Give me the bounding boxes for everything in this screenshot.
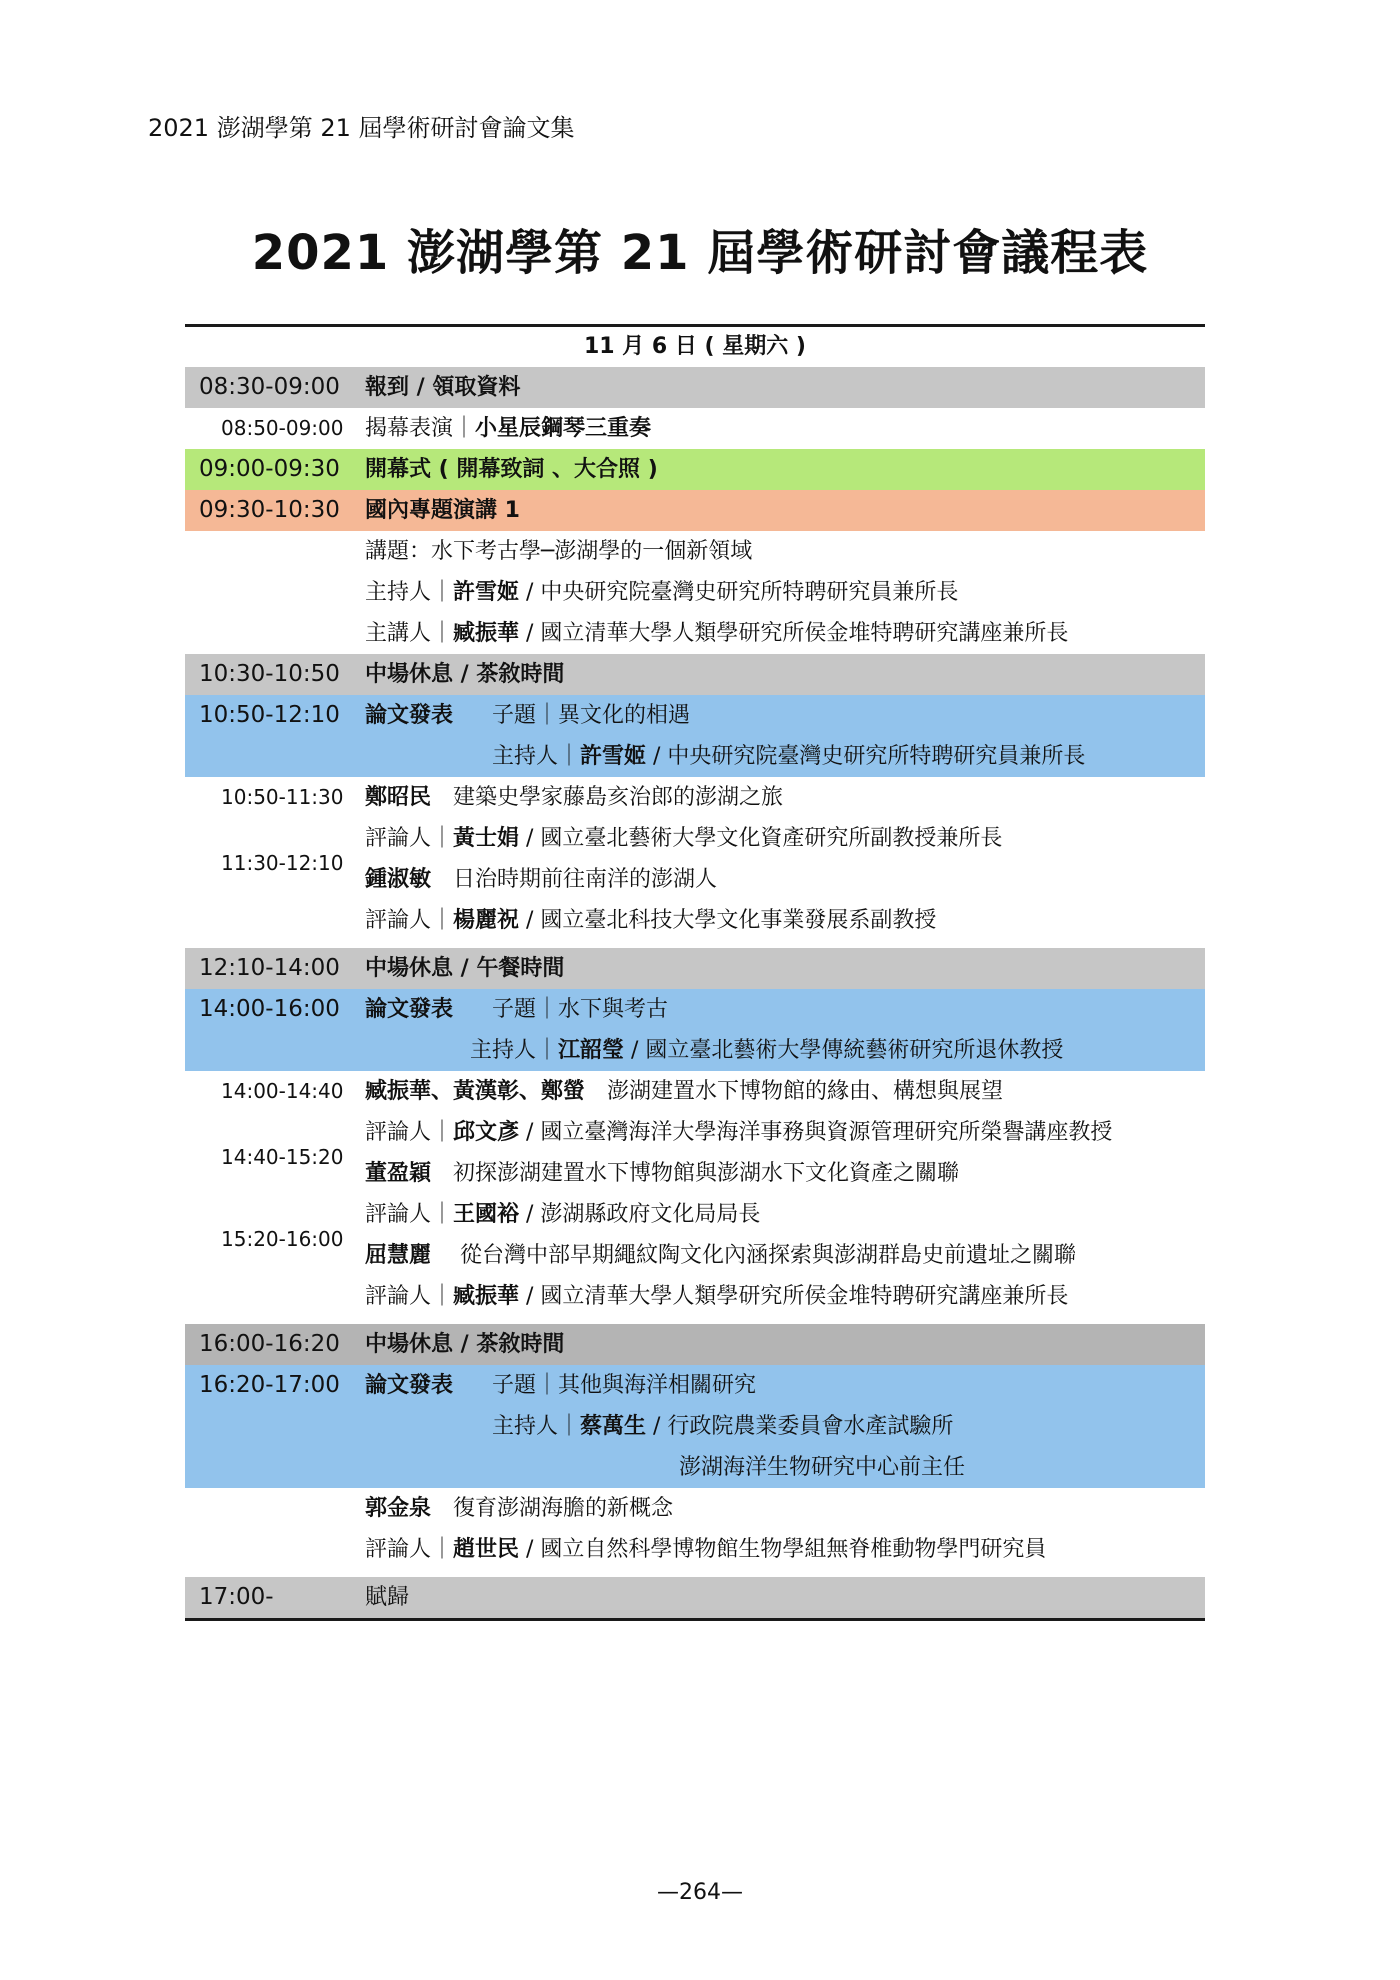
item-line [365, 1529, 1046, 1570]
session-topic: 子題｜其他與海洋相關研究 [492, 1373, 757, 1398]
paper-title: 建築史學家藤島亥治郎的澎湖之旅 [453, 785, 784, 810]
keynote-topic [185, 531, 1205, 572]
page-title: 2021 澎湖學第 21 屆學術研討會議程表 [251, 225, 1149, 281]
item-title: 賦歸 [365, 1585, 410, 1610]
session-1-host [185, 736, 1205, 777]
item-title: 中場休息 / 茶敘時間 [365, 662, 565, 687]
time-slot: 10:30-10:50 [199, 661, 340, 687]
agenda-row-lunch [185, 948, 1205, 989]
affiliation: / 國立臺北藝術大學文化資產研究所副教授兼所長 [519, 826, 1003, 851]
item-role: 主持人｜ [492, 744, 581, 769]
time-slot: 12:10-14:00 [199, 955, 340, 981]
agenda-row-closing [185, 1577, 1205, 1618]
author-name: 郭金泉 [365, 1496, 432, 1521]
time-slot: 09:30-10:30 [199, 497, 340, 523]
item-line [365, 1276, 1068, 1317]
item-line [365, 777, 783, 818]
author-name: 臧振華、黃漢彰、鄭螢 [365, 1079, 586, 1104]
person-name: 蔡萬生 [580, 1414, 647, 1439]
paper-title: 日治時期前往南洋的澎湖人 [453, 867, 718, 892]
person-name: 趙世民 [453, 1537, 520, 1562]
session-3-host [185, 1406, 1205, 1447]
affiliation: / 行政院農業委員會水產試驗所 [646, 1414, 954, 1439]
person-name: 許雪姬 [453, 580, 520, 605]
affiliation: / 中央研究院臺灣史研究所特聘研究員兼所長 [519, 580, 959, 605]
session-3-host-continued [185, 1447, 1205, 1488]
person-name: 許雪姬 [580, 744, 647, 769]
agenda-row-break [185, 654, 1205, 695]
item-role: 評論人｜ [365, 1202, 454, 1227]
item-line [365, 572, 958, 613]
affiliation: / 國立清華大學人類學研究所侯金堆特聘研究講座兼所長 [519, 621, 1069, 646]
item-title: 中場休息 / 茶敘時間 [365, 1332, 565, 1357]
paper-row [185, 777, 1205, 818]
agenda-table [185, 324, 1205, 1621]
discussant-row [185, 900, 1205, 948]
item-role: 主講人｜ [365, 621, 454, 646]
item-line [365, 1235, 1076, 1276]
person-name: 楊麗祝 [453, 908, 520, 933]
session-topic: 子題｜水下與考古 [492, 997, 669, 1022]
item-role: 評論人｜ [365, 1284, 454, 1309]
performer-name: 小星辰鋼琴三重奏 [475, 416, 652, 441]
affiliation: / 國立臺北科技大學文化事業發展系副教授 [519, 908, 937, 933]
agenda-row-session-3 [185, 1365, 1205, 1406]
time-slot: 16:20-17:00 [199, 1372, 340, 1398]
item-role: 揭幕表演｜ [365, 416, 476, 441]
affiliation: / 中央研究院臺灣史研究所特聘研究員兼所長 [646, 744, 1086, 769]
agenda-row-registration [185, 367, 1205, 408]
time-slot: 08:30-09:00 [199, 374, 340, 400]
item-line [365, 408, 651, 449]
item-line [365, 859, 717, 900]
date-heading: 11 月 6 日 ( 星期六 ) [584, 334, 806, 359]
paper-row [185, 1488, 1205, 1529]
paper-row [185, 1145, 1205, 1194]
item-role: 評論人｜ [365, 826, 454, 851]
item-title: 報到 / 領取資料 [365, 375, 521, 400]
person-name: 王國裕 [453, 1202, 520, 1227]
time-slot: 17:00- [199, 1584, 274, 1610]
paper-title: 復育澎湖海膽的新概念 [453, 1496, 674, 1521]
paper-title: 從台灣中部早期繩紋陶文化內涵探索與澎湖群島史前遺址之關聯 [460, 1243, 1077, 1268]
session-topic: 子題｜異文化的相遇 [492, 703, 691, 728]
affiliation: / 國立自然科學博物館生物學組無脊椎動物學門研究員 [519, 1537, 1047, 1562]
time-slot: 16:00-16:20 [199, 1331, 340, 1357]
item-role: 評論人｜ [365, 1537, 454, 1562]
affiliation: / 澎湖縣政府文化局局長 [519, 1202, 761, 1227]
affiliation: / 國立臺北藝術大學傳統藝術研究所退休教授 [624, 1038, 1064, 1063]
item-line [365, 613, 1068, 654]
running-header: 2021 澎湖學第 21 屆學術研討會論文集 [148, 114, 575, 142]
item-line [365, 1153, 959, 1194]
agenda-row-keynote [185, 490, 1205, 531]
table-bottom-rule [185, 1618, 1205, 1621]
time-slot: 11:30-12:10 [221, 851, 344, 875]
session-label: 論文發表 [365, 997, 454, 1022]
person-name: 黃士娟 [453, 826, 520, 851]
item-title: 國內專題演講 1 [365, 498, 520, 523]
person-name: 臧振華 [453, 1284, 520, 1309]
time-slot: 10:50-12:10 [199, 702, 340, 728]
item-role: 主持人｜ [470, 1038, 559, 1063]
item-line [492, 736, 1085, 777]
page-number: —264— [657, 1880, 743, 1905]
agenda-row-break [185, 1324, 1205, 1365]
item-role: 主持人｜ [365, 580, 454, 605]
paper-title: 初探澎湖建置水下博物館與澎湖水下文化資產之關聯 [453, 1161, 960, 1186]
time-slot: 09:00-09:30 [199, 456, 340, 482]
time-slot: 14:00-16:00 [199, 996, 340, 1022]
item-title: 開幕式 ( 開幕致詞 、大合照 ) [365, 457, 658, 482]
item-role: 主持人｜ [492, 1414, 581, 1439]
item-line [492, 1406, 953, 1447]
session-label: 論文發表 [365, 703, 454, 728]
person-name: 臧振華 [453, 621, 520, 646]
item-title: 中場休息 / 午餐時間 [365, 956, 565, 981]
author-name: 鄭昭民 [365, 785, 432, 810]
discussant-row [185, 1529, 1205, 1577]
item-role: 評論人｜ [365, 1120, 454, 1145]
author-name: 屈慧麗 [365, 1243, 432, 1268]
time-slot: 10:50-11:30 [221, 785, 344, 809]
affiliation: / 國立清華大學人類學研究所侯金堆特聘研究講座兼所長 [519, 1284, 1069, 1309]
paper-title: 澎湖建置水下博物館的緣由、構想與展望 [607, 1079, 1004, 1104]
session-label: 論文發表 [365, 1373, 454, 1398]
agenda-row-opening [185, 449, 1205, 490]
item-line [365, 1071, 1003, 1112]
keynote-speaker [185, 613, 1205, 654]
agenda-row-session-1 [185, 695, 1205, 736]
author-name: 董盈穎 [365, 1161, 432, 1186]
time-slot: 14:00-14:40 [221, 1079, 344, 1103]
paper-row [185, 1227, 1205, 1276]
item-line [365, 1488, 673, 1529]
item-line: 澎湖海洋生物研究中心前主任 [679, 1455, 966, 1480]
time-slot: 15:20-16:00 [221, 1227, 344, 1251]
paper-row [185, 1071, 1205, 1112]
agenda-row-session-2 [185, 989, 1205, 1030]
item-line [365, 1194, 760, 1235]
affiliation: / 國立臺灣海洋大學海洋事務與資源管理研究所榮譽講座教授 [519, 1120, 1113, 1145]
discussant-row [185, 1276, 1205, 1324]
session-2-host [185, 1030, 1205, 1071]
paper-row [185, 851, 1205, 900]
item-line [365, 818, 1002, 859]
item-line [470, 1030, 1063, 1071]
time-slot: 08:50-09:00 [221, 416, 344, 440]
time-slot: 14:40-15:20 [221, 1145, 344, 1169]
person-name: 江韶瑩 [558, 1038, 625, 1063]
item-line [365, 900, 936, 941]
person-name: 邱文彥 [453, 1120, 520, 1145]
author-name: 鍾淑敏 [365, 867, 432, 892]
item-line: 講題：水下考古學─澎湖學的一個新領域 [365, 539, 753, 564]
keynote-host [185, 572, 1205, 613]
item-line [365, 1112, 1112, 1153]
agenda-row-performance [185, 408, 1205, 449]
item-role: 評論人｜ [365, 908, 454, 933]
